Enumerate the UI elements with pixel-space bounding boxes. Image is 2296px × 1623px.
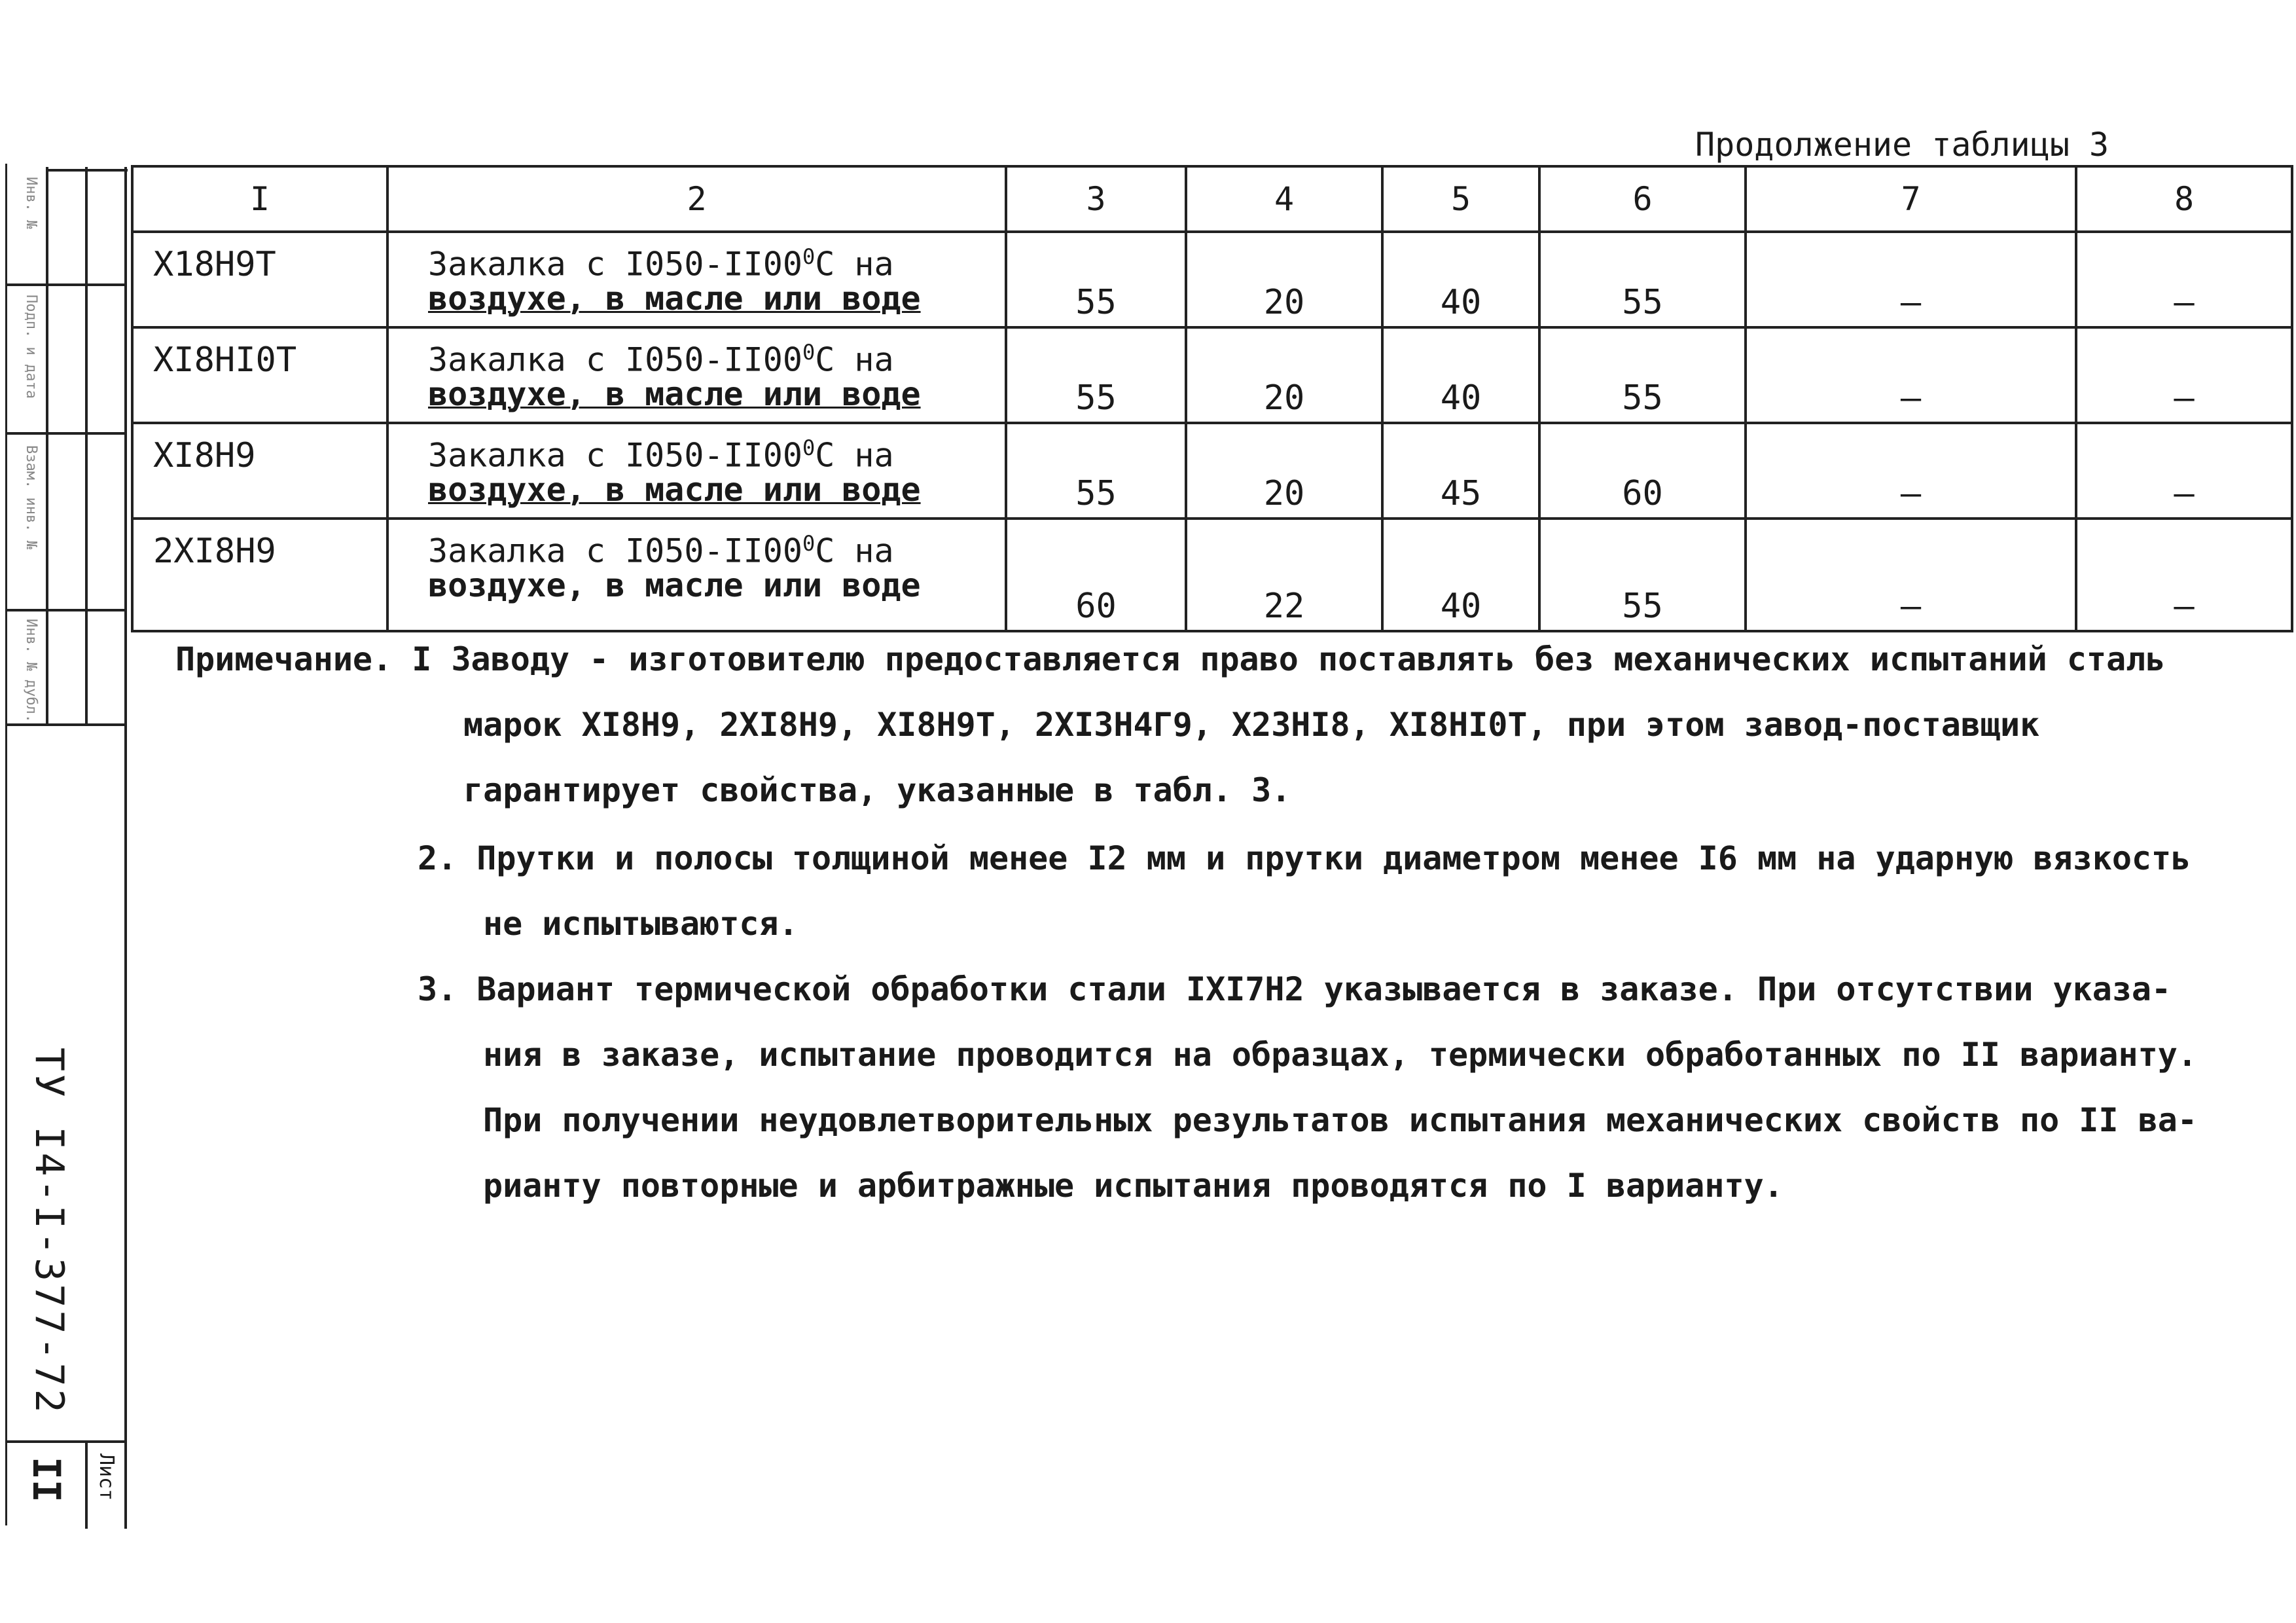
heat-treatment [387, 232, 1006, 327]
heat-treatment [387, 327, 1006, 423]
treat-prefix: Закалка с I050-II00 [428, 532, 802, 570]
value-cell: – [1746, 423, 2076, 519]
table-header-row [132, 166, 2292, 232]
value-cell: 20 [1186, 232, 1382, 327]
value-cell: 40 [1382, 327, 1539, 423]
note-p2-line1: 2. Прутки и полосы толщиной менее I2 мм и прутки диаметром менее I6 мм на ударную вязкость [418, 839, 2191, 877]
sheet-number: II [24, 1457, 69, 1503]
value-cell: 55 [1539, 327, 1746, 423]
value-cell: – [2076, 232, 2292, 327]
header-cell: 8 [2076, 166, 2292, 232]
sheet-box-line [85, 1440, 88, 1529]
value-cell: 40 [1382, 519, 1539, 631]
value-cell: 45 [1382, 423, 1539, 519]
treat-unit: С на [815, 436, 894, 475]
value-cell: 55 [1539, 519, 1746, 631]
header-cell: 2 [387, 166, 1006, 232]
note-p3-line2: ния в заказе, испытание проводится на образцах, термически обработанных по II варианту. [483, 1036, 2197, 1074]
degree-sup: 0 [802, 340, 816, 365]
value-cell: 60 [1539, 423, 1746, 519]
treat-line2: воздухе, в масле или воде [428, 374, 921, 413]
value-cell: 55 [1006, 232, 1186, 327]
value-cell: 60 [1006, 519, 1186, 631]
note-p1-line2: марок ХI8Н9, 2ХI8Н9, ХI8Н9Т, 2ХI3Н4Г9, Х23НI8, ХI8НI0Т, при этом завод-поставщик [463, 706, 2040, 744]
frame-hline-4 [5, 609, 126, 611]
treat-prefix: Закалка с I050-II00 [428, 340, 802, 379]
note-p2-line2: не испытываются. [483, 905, 798, 943]
margin-label-4: Инв. № дубл. [23, 619, 39, 723]
steel-grade: ХI8НI0Т [132, 327, 387, 423]
document-code: ТУ I4-I-377-72 [26, 1048, 72, 1415]
note-label: Примечание. [175, 640, 393, 678]
degree-sup: 0 [802, 244, 816, 269]
frame-line-outer [5, 164, 7, 1525]
degree-sup: 0 [802, 435, 816, 460]
value-cell: – [2076, 327, 2292, 423]
value-cell: – [2076, 519, 2292, 631]
treat-line2: воздухе, в масле или воде [428, 566, 921, 604]
note-p1-line3: гарантирует свойства, указанные в табл. 3. [463, 771, 1291, 809]
treat-unit: С на [815, 245, 894, 283]
value-cell: 55 [1539, 232, 1746, 327]
treat-unit: С на [815, 532, 894, 570]
value-cell: – [1746, 232, 2076, 327]
value-cell: – [1746, 327, 2076, 423]
note-p1-line1: I Заводу - изготовителю предоставляется право поставлять без механических испытаний сталь [412, 640, 2166, 678]
value-cell: 20 [1186, 423, 1382, 519]
table-row [132, 232, 2292, 327]
header-cell: 5 [1382, 166, 1539, 232]
value-cell: – [1746, 519, 2076, 631]
margin-label-3: Взам. инв. № [23, 445, 39, 549]
value-cell: 55 [1006, 423, 1186, 519]
value-cell: – [2076, 423, 2292, 519]
frame-hline-3 [5, 432, 126, 435]
heat-treatment [387, 423, 1006, 519]
note-p3-line1: 3. Вариант термической обработки стали IХI7Н2 указывается в заказе. При отсутствии указа- [418, 970, 2172, 1008]
table-row [132, 519, 2292, 631]
frame-line-3 [124, 167, 127, 1529]
header-cell: 7 [1746, 166, 2076, 232]
margin-label-1: Инв. № [23, 177, 39, 229]
treat-prefix: Закалка с I050-II00 [428, 245, 802, 283]
value-cell: 22 [1186, 519, 1382, 631]
sheet-label: Лист [95, 1453, 118, 1501]
table-row [132, 423, 2292, 519]
value-cell: 20 [1186, 327, 1382, 423]
steel-grade: Х18Н9Т [132, 232, 387, 327]
header-cell: 6 [1539, 166, 1746, 232]
treat-line2: воздухе, в масле или воде [428, 470, 921, 509]
frame-hline-5 [5, 723, 126, 726]
note-line [175, 640, 2165, 678]
degree-sup: 0 [802, 531, 816, 556]
margin-label-2: Подп. и дата [23, 295, 39, 399]
frame-line-2 [85, 167, 88, 723]
treat-line2: воздухе, в масле или воде [428, 279, 921, 318]
value-cell: 55 [1006, 327, 1186, 423]
continuation-title: Продолжение таблицы 3 [1695, 126, 2109, 164]
frame-hline-6 [5, 1440, 126, 1443]
treat-unit: С на [815, 340, 894, 379]
steel-grade: 2ХI8Н9 [132, 519, 387, 631]
table-row [132, 327, 2292, 423]
note-p3-line3: При получении неудовлетворительных результатов испытания механических свойств по II ва- [483, 1101, 2197, 1139]
note-p3-line4: рианту повторные и арбитражные испытания проводятся по I варианту. [483, 1167, 1784, 1205]
value-cell: 40 [1382, 232, 1539, 327]
header-cell: 4 [1186, 166, 1382, 232]
heat-treatment [387, 519, 1006, 631]
frame-hline-2 [5, 283, 126, 286]
frame-hline-1 [46, 169, 128, 172]
header-cell: 3 [1006, 166, 1186, 232]
frame-line-1 [46, 167, 48, 723]
header-cell: I [132, 166, 387, 232]
treat-prefix: Закалка с I050-II00 [428, 436, 802, 475]
steel-grade: ХI8Н9 [132, 423, 387, 519]
properties-table [131, 165, 2293, 632]
